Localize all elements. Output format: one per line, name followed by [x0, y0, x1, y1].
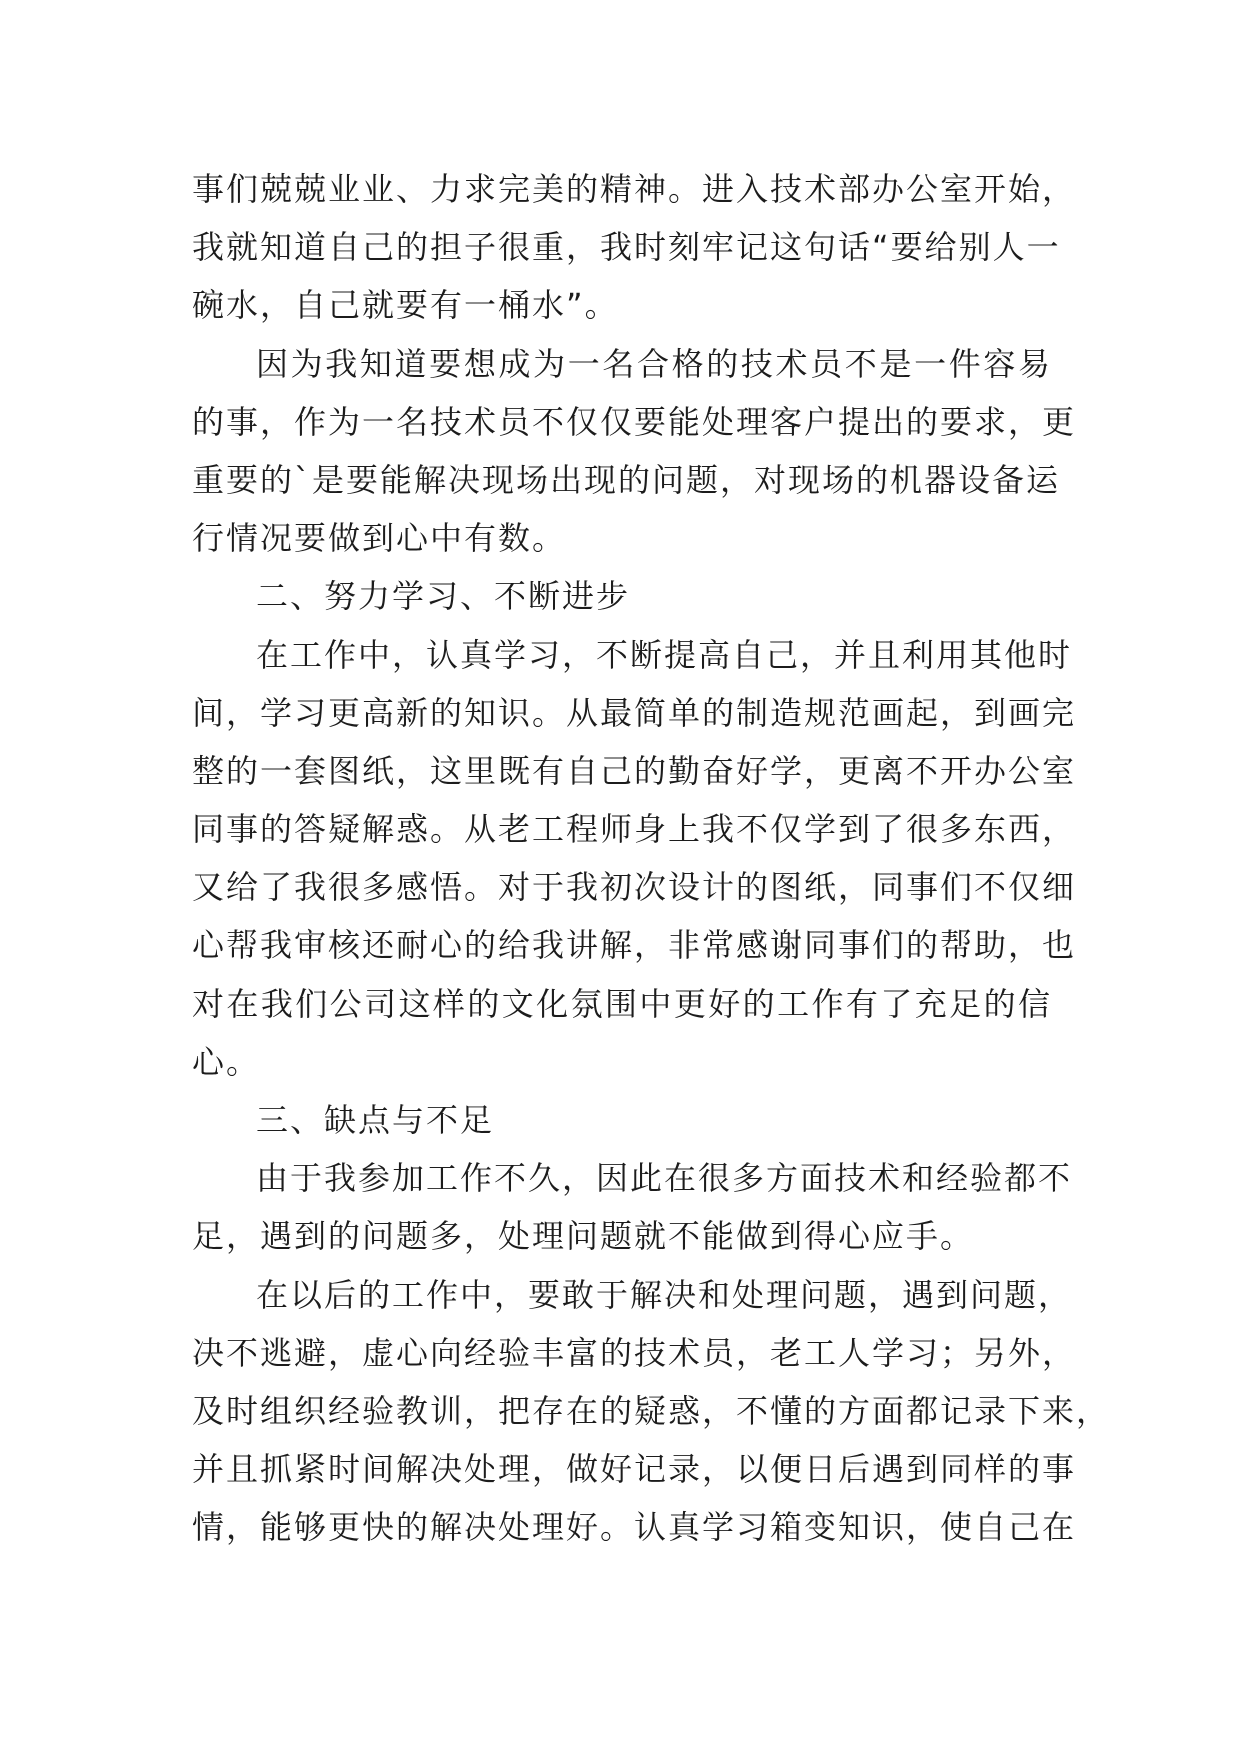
- paragraph-first-line: 由于我参加工作不久，因此在很多方面技术和经验都不: [256, 1159, 1073, 1198]
- section-heading: 三、缺点与不足: [256, 1101, 495, 1139]
- text-line: 及时组织经验教训，把存在的疑惑，不懂的方面都记录下来，: [192, 1391, 1111, 1430]
- section-heading: 二、努力学习、不断进步: [256, 577, 631, 616]
- text-line: 整的一套图纸，这里既有自己的勤奋好学，更离不开办公室: [192, 751, 1077, 790]
- text-line: 心帮我审核还耐心的给我讲解，非常感谢同事们的帮助，也: [192, 926, 1077, 965]
- text-line: 行情况要做到心中有数。: [192, 519, 567, 558]
- text-line: 足，遇到的问题多，处理问题就不能做到得心应手。: [192, 1217, 975, 1256]
- text-line: 的事，作为一名技术员不仅仅要能处理客户提出的要求，更: [192, 402, 1077, 441]
- paragraph-first-line: 在工作中，认真学习，不断提高自己，并且利用其他时: [256, 635, 1073, 674]
- text-line: 决不逃避，虚心向经验丰富的技术员，老工人学习；另外，: [192, 1333, 1077, 1372]
- text-line: 间，学习更高新的知识。从最简单的制造规范画起，到画完: [192, 693, 1077, 732]
- text-line: 我就知道自己的担子很重，我时刻牢记这句话“要给别人一: [192, 228, 1061, 267]
- text-line: 情，能够更快的解决处理好。认真学习箱变知识，使自己在: [192, 1508, 1077, 1547]
- paragraph-first-line: 因为我知道要想成为一名合格的技术员不是一件容易: [256, 344, 1052, 383]
- text-line: 并且抓紧时间解决处理，做好记录，以便日后遇到同样的事: [192, 1450, 1077, 1489]
- text-line: 又给了我很多感悟。对于我初次设计的图纸，同事们不仅细: [192, 868, 1077, 907]
- text-line: 事们兢兢业业、力求完美的精神。进入技术部办公室开始，: [192, 170, 1077, 208]
- text-line: 心。: [192, 1042, 261, 1081]
- text-line: 同事的答疑解惑。从老工程师身上我不仅学到了很多东西，: [192, 810, 1077, 849]
- paragraph-first-line: 在以后的工作中，要敢于解决和处理问题，遇到问题，: [256, 1275, 1073, 1314]
- body-text: [192, 160, 1111, 1557]
- text-line: 重要的`是要能解决现场出现的问题，对现场的机器设备运: [192, 460, 1061, 499]
- text-line: 碗水，自己就要有一桶水”。: [192, 286, 619, 325]
- text-line: 对在我们公司这样的文化氛围中更好的工作有了充足的信: [192, 984, 1052, 1023]
